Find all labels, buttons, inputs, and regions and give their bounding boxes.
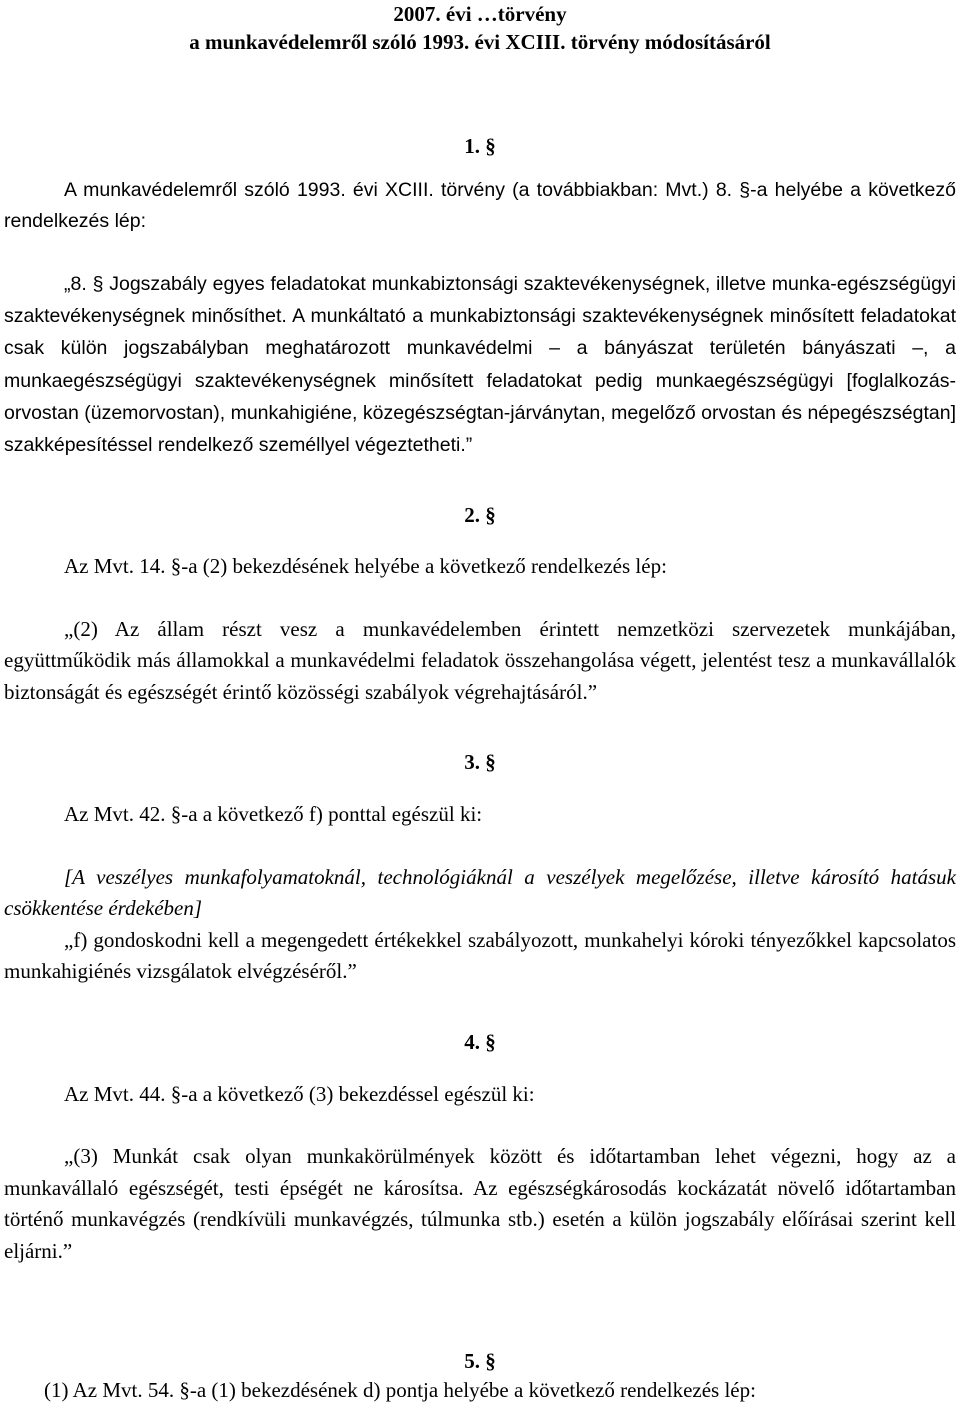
section-heading-2: 2. § xyxy=(464,503,496,528)
section-heading-3: 3. § xyxy=(464,750,496,775)
document-title-line-2: a munkavédelemről szóló 1993. évi XCIII. törvény módosításáról xyxy=(189,30,771,54)
document-page xyxy=(4,0,956,1407)
section-2-quote: „(2) Az állam részt vesz a munkavédelemben érintett nemzetközi szervezetek munkájában, együttműködik más államokkal a munkavédelmi feladatok összehangolása végett, jelentést tesz a munkavállalók biztonságát és egészségét érintő közösségi szabályok végrehajtásáról.” xyxy=(4,616,956,704)
section-2-intro: Az Mvt. 14. §-a (2) bekezdésének helyébe a következő rendelkezés lép: xyxy=(64,554,667,579)
section-heading-4: 4. § xyxy=(464,1029,496,1054)
section-1-quote: „8. § Jogszabály egyes feladatokat munkabiztonsági szaktevékenységnek, illetve munka-egészségügyi szaktevékenységnek minősíthet. A munkáltató a munkabiztonsági szaktevékenységnek minősített feladatokat csak külön jogszabályban meghatározott munkavédelmi – a bányászat területén bányászati –, a munkaegészségügyi szaktevékenységnek minősített feladatokat pedig munkaegészségügyi [foglalkozás-orvostan (üzemorvostan), munkahigiéne, közegészségtan-járványtan, megelőző orvostan és népegészségtan] szakképesítéssel rendelkező személlyel végeztetheti.” xyxy=(4,273,956,457)
section-3-quote: „f) gondoskodni kell a megengedett értékekkel szabályozott, munkahelyi kóroki tényezőkkel kapcsolatos munkahigiénés vizsgálatok elvégzéséről.” xyxy=(4,927,956,984)
section-heading-5: 5. § xyxy=(464,1349,496,1374)
section-1-intro: A munkavédelemről szóló 1993. évi XCIII. törvény (a továbbiakban: Mvt.) 8. §-a helyébe a következő rendelkezés lép: xyxy=(4,179,956,232)
section-5-intro: (1) Az Mvt. 54. §-a (1) bekezdésének d) pontja helyébe a következő rendelkezés lép: xyxy=(44,1378,756,1403)
document-title-line-1: 2007. évi …törvény xyxy=(393,2,567,26)
section-4-intro: Az Mvt. 44. §-a a következő (3) bekezdéssel egészül ki: xyxy=(64,1081,535,1106)
section-4-quote: „(3) Munkát csak olyan munkakörülmények között és időtartamban lehet végezni, hogy az a munkavállaló egészségét, testi épségét ne károsítsa. Az egészségkárosodás kockázatát növelő időtartamban történő munkavégzés (rendkívüli munkavégzés, túlmunka stb.) esetén a külön jogszabály előírásai szerint kell eljárni.” xyxy=(4,1144,956,1263)
section-3-intro: Az Mvt. 42. §-a a következő f) ponttal egészül ki: xyxy=(64,802,483,827)
section-heading-1: 1. § xyxy=(464,134,496,158)
section-3-italic-context: [A veszélyes munkafolyamatoknál, technológiáknál a veszélyek megelőzése, illetve károsító hatásuk csökkentése érdekében] xyxy=(4,864,956,921)
